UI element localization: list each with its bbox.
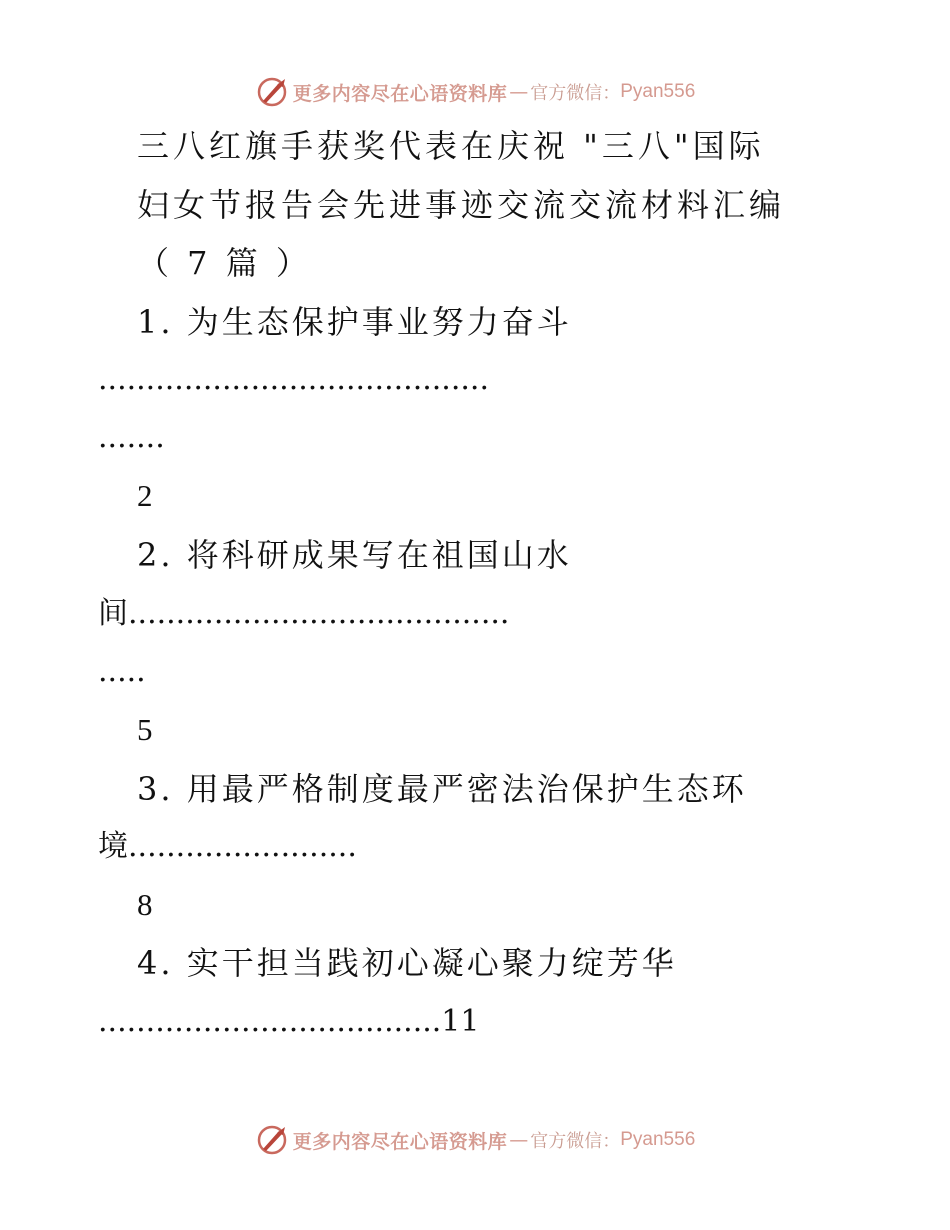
banner-dash: —: [509, 81, 529, 103]
banner-wechat-label: 官方微信：: [530, 83, 621, 104]
toc-entry-3-page-number: 8: [137, 887, 153, 922]
quill-pen-logo-icon: [255, 75, 289, 109]
document-title-line-1: 三八红旗手获奖代表在庆祝 "三八"国际: [137, 127, 765, 165]
toc-entry-1-title[interactable]: 1. 为生态保护事业努力奋斗: [137, 303, 572, 341]
toc-entry-3-title[interactable]: 3. 用最严格制度最严密法治保护生态环: [137, 770, 747, 808]
toc-entry-1-page-number: 2: [137, 478, 153, 513]
toc-entry-2-title[interactable]: 2. 将科研成果写在祖国山水: [137, 536, 572, 574]
toc-entry-2-page-number: 5: [137, 712, 153, 747]
toc-entry-1-leader-cont: .......: [98, 420, 165, 455]
banner-wechat-label: 官方微信：: [530, 1131, 621, 1152]
banner-main-text: 更多内容尽在心语资料库: [292, 82, 508, 105]
toc-entry-4-leader-with-page: ....................................11: [98, 1004, 480, 1039]
footer-watermark-banner: [0, 1120, 950, 1160]
document-title-line-3: （ 7 篇 ）: [137, 244, 312, 282]
toc-entry-1-leader: .........................................: [98, 362, 489, 397]
banner-wechat-id: Pyan556: [620, 81, 696, 102]
banner-wechat-id: Pyan556: [620, 1129, 696, 1150]
header-watermark-banner: [0, 72, 950, 112]
toc-entry-4-title[interactable]: 4. 实干担当践初心凝心聚力绽芳华: [137, 944, 677, 982]
toc-entry-2-leader-cont: .....: [98, 654, 146, 689]
quill-pen-logo-icon: [255, 1123, 289, 1157]
document-title-line-2: 妇女节报告会先进事迹交流交流材料汇编: [137, 186, 786, 224]
banner-main-text: 更多内容尽在心语资料库: [292, 1130, 508, 1153]
toc-entry-3-leader: 境........................: [98, 829, 357, 864]
banner-dash: —: [509, 1129, 529, 1151]
toc-entry-2-leader: 间........................................: [98, 596, 510, 631]
